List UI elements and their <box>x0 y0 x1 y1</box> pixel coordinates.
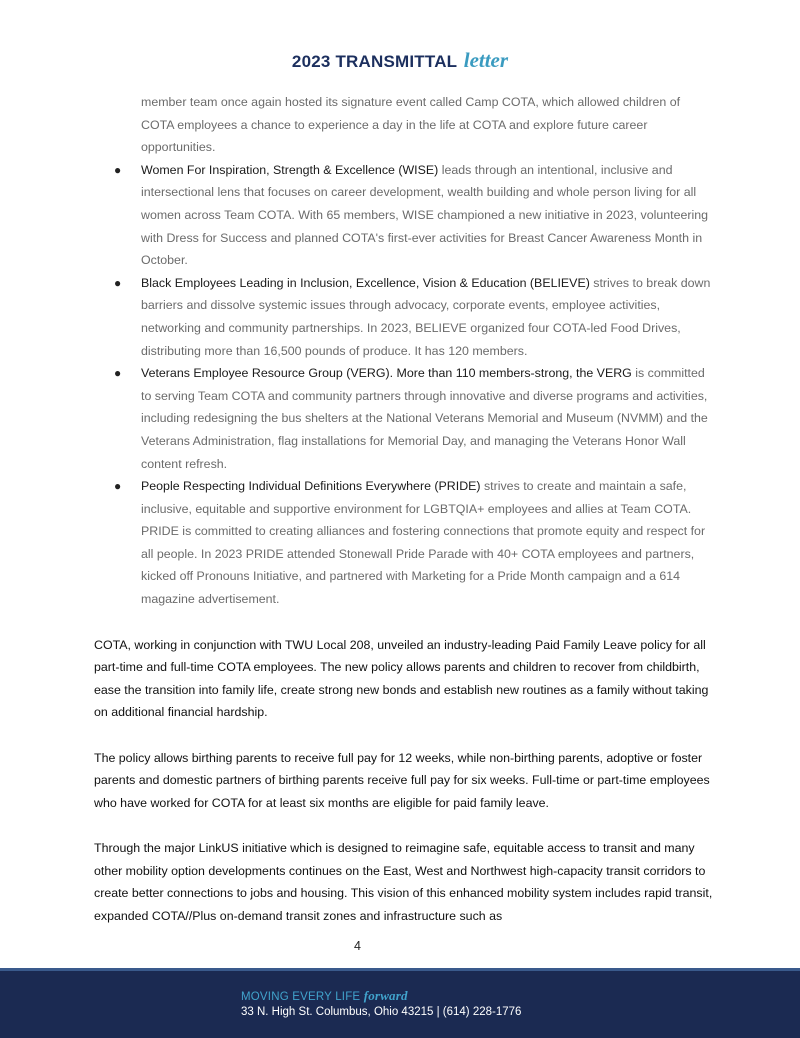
page-number: 4 <box>354 939 361 953</box>
erg-name: Women For Inspiration, Strength & Excellence (WISE) <box>141 162 439 177</box>
paragraph-policy-details: The policy allows birthing parents to receive full pay for 12 weeks, while non-birthing parents, adoptive or foster parents and domestic partners of birthing parents receive full pay for six weeks. Full-time or part-time employees who have worked for COTA for at least six months are eligible for paid family leave. <box>94 750 710 810</box>
header-title-accent: letter <box>463 48 509 72</box>
header-title: 2023 TRANSMITTAL <box>291 52 458 71</box>
list-item-verg <box>94 362 714 475</box>
page-footer <box>0 968 800 1038</box>
erg-description: strives to create and maintain a safe, inclusive, equitable and supportive environment for LGBTQIA+ employees and allies at Team COTA. PRIDE is committed to creating alliances and fostering connections that promote equity and respect for all people. In 2023 PRIDE attended Stonewall Pride Parade with 40+ COTA employees and partners, kicked off Pronouns Initiative, and partnered with Marketing for a Pride Month campaign and a 614 magazine advertisement. <box>141 479 706 607</box>
bullet-icon: ● <box>114 275 122 290</box>
erg-name: Black Employees Leading in Inclusion, Excellence, Vision & Education (BELIEVE) <box>141 275 590 290</box>
bullet-icon: ● <box>114 162 122 177</box>
footer-address: 33 N. High St. Columbus, Ohio 43215 | (614) 228-1776 <box>241 1006 522 1018</box>
list-item-wise <box>94 159 714 272</box>
erg-description: strives to break down barriers and dissolve systemic issues through advocacy, corporate events, employee activities, networking and community partnerships. In 2023, BELIEVE organized four COTA-led Food Drives, distributing more than 16,500 pounds of produce. It has 120 members. <box>141 275 711 358</box>
tagline-accent: forward <box>363 988 408 1003</box>
page-header <box>0 48 800 73</box>
list-item-believe <box>94 272 714 362</box>
erg-name: People Respecting Individual Definitions Everywhere (PRIDE) <box>141 479 481 494</box>
erg-list <box>94 91 714 611</box>
erg-name: Veterans Employee Resource Group (VERG). More than 110 members-strong, the VERG <box>141 366 632 381</box>
list-item-pride <box>94 475 714 611</box>
paragraph-paid-family-leave: COTA, working in conjunction with TWU Local 208, unveiled an industry-leading Paid Family Leave policy for all part-time and full-time COTA employees. The new policy allows parents and children to recover from childbirth, ease the transition into family life, create strong new bonds and establish new routines as a family without taking on additional financial hardship. <box>94 637 709 720</box>
tagline-text: MOVING EVERY LIFE <box>241 991 361 1003</box>
paragraph-linkus: Through the major LinkUS initiative which is designed to reimagine safe, equitable access to transit and many other mobility option developments continues on the East, West and Northwest high-capacity transit corridors to create better connections to jobs and housing. This vision of this enhanced mobility system includes rapid transit, expanded COTA//Plus on-demand transit zones and infrastructure such as <box>94 841 713 923</box>
bullet-icon: ● <box>114 479 122 494</box>
footer-tagline <box>241 988 408 1004</box>
document-body <box>94 91 714 950</box>
list-item-continuation: member team once again hosted its signature event called Camp COTA, which allowed children of COTA employees a chance to experience a day in the life at COTA and explore future career opportunities. <box>141 95 681 155</box>
bullet-icon: ● <box>114 366 122 381</box>
erg-description: is committed to serving Team COTA and community partners through innovative and diverse programs and activities, including redesigning the bus shelters at the National Veterans Memorial and Museum (NVMM) and the Veterans Administration, flag installations for Memorial Day, and managing the Veterans Honor Wall content refresh. <box>141 366 708 471</box>
erg-description: leads through an intentional, inclusive and intersectional lens that focuses on career development, wealth building and whole person living for all women across Team COTA. With 65 members, WISE championed a new initiative in 2023, volunteering with Dress for Success and planned COTA's first-ever activities for Breast Cancer Awareness Month in October. <box>141 162 709 268</box>
